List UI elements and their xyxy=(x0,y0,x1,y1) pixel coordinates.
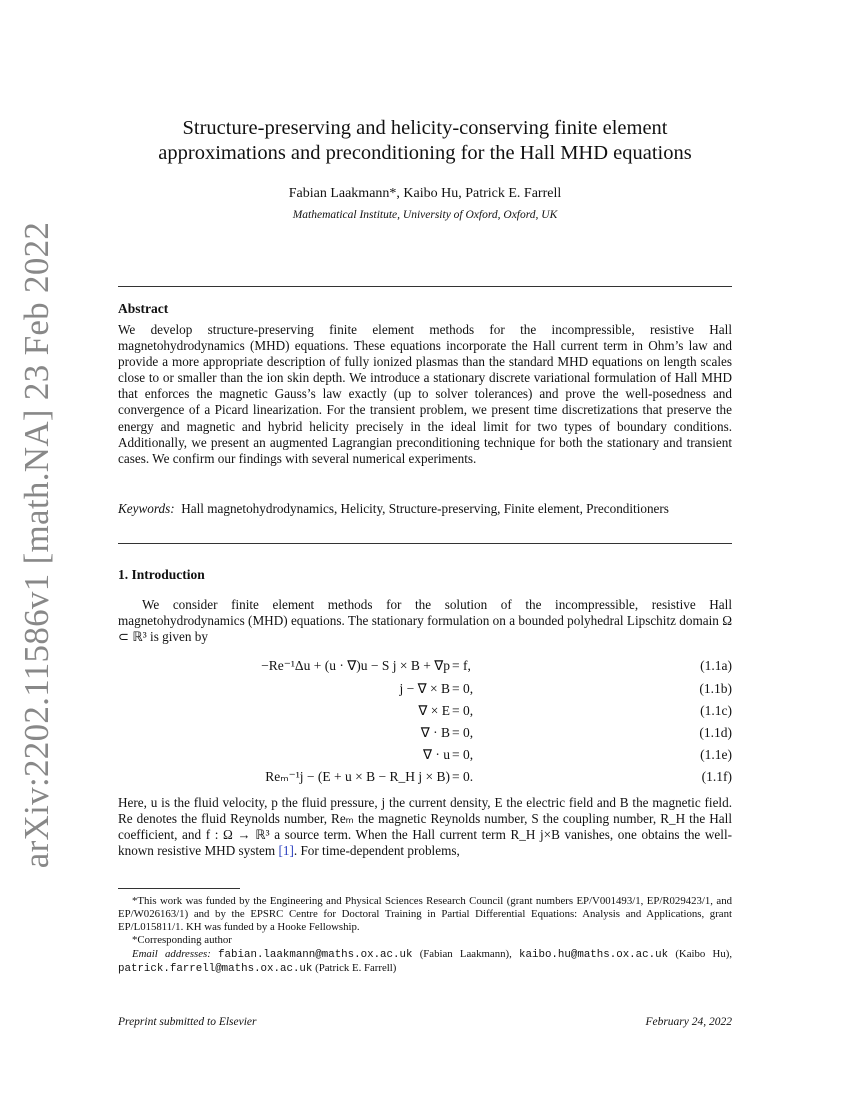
equation-lhs: ∇ × E xyxy=(418,703,450,718)
equation-lhs: ∇ · u xyxy=(422,747,450,762)
para2-text-end: . For time-dependent problems, xyxy=(293,843,460,859)
equation-row xyxy=(118,703,732,725)
footnote-funding: *This work was funded by the Engineering and Physical Sciences Research Council (grant numbers EP/V001493/1, EP/R029423/1, and EP/W026163/1) and by the EPSRC Centre for Doctoral Training in Partial Differential Equations: Analysis and Applications, grant EP/L015811/1. KH was funded by a Hooke Fellowship. xyxy=(118,895,732,933)
equation-rhs: = f, xyxy=(452,658,471,673)
equation-row xyxy=(118,769,732,791)
equation-number: (1.1e) xyxy=(700,747,732,762)
equation-rhs: = 0, xyxy=(452,681,474,696)
footnote-rule xyxy=(118,888,240,889)
keywords-text: Hall magnetohydrodynamics, Helicity, Structure-preserving, Finite element, Preconditioners xyxy=(181,501,669,516)
email-label: Email addresses: xyxy=(132,948,211,960)
footnote-corresponding: *Corresponding author xyxy=(132,934,232,946)
abstract-heading: Abstract xyxy=(118,301,169,316)
equation-lhs: j − ∇ × B xyxy=(399,681,450,696)
footer-preprint-note: Preprint submitted to Elsevier xyxy=(118,1016,257,1028)
equation-lhs: −Re⁻¹Δu + (u · ∇)u − S j × B + ∇p xyxy=(261,658,450,673)
author-list: Fabian Laakmann*, Kaibo Hu, Patrick E. Farrell xyxy=(288,186,562,201)
intro-paragraph-1: We consider finite element methods for the solution of the incompressible, resistive Hall magnetohydrodynamics (MHD) equations. The stationary formulation on a bounded polyhedral Lipschitz domain Ω ⊂ ℝ³ is given by xyxy=(118,597,732,645)
title-line-2: approximations and preconditioning for the Hall MHD equations xyxy=(158,142,692,164)
equation-rhs: = 0, xyxy=(452,703,474,718)
citation-link[interactable]: [1] xyxy=(278,843,294,859)
email-address-3[interactable]: patrick.farrell@maths.ox.ac.uk xyxy=(118,963,313,975)
intro-paragraph-2 xyxy=(118,795,732,859)
keywords xyxy=(118,501,732,517)
equation-number: (1.1b) xyxy=(699,681,732,696)
equation-number: (1.1a) xyxy=(700,658,732,673)
abstract-top-rule xyxy=(118,286,732,287)
affiliation: Mathematical Institute, University of Oxford, Oxford, UK xyxy=(292,209,558,221)
email-owner-2: (Kaibo Hu), xyxy=(675,948,733,960)
email-owner-3: (Patrick E. Farrell) xyxy=(315,962,397,974)
abstract-bottom-rule xyxy=(118,543,732,544)
keywords-label: Keywords: xyxy=(118,501,175,516)
equation-number: (1.1c) xyxy=(700,703,732,718)
equation-number: (1.1d) xyxy=(699,725,732,740)
equation-rhs: = 0. xyxy=(452,769,474,784)
email-owner-1: (Fabian Laakmann), xyxy=(419,948,512,960)
section-heading-introduction: 1. Introduction xyxy=(118,567,205,582)
equation-row xyxy=(118,658,732,680)
title-line-1: Structure-preserving and helicity-conserving finite element xyxy=(182,117,668,139)
footnote-emails xyxy=(118,948,732,976)
para2-text: Here, u is the fluid velocity, p the fluid pressure, j the current density, E the electric field and B the magnetic field. Re denotes the fluid Reynolds number, Reₘ the magnetic Reynolds number, S the coupling number, R_H the Hall coefficient, and f : Ω → ℝ³ a source term. When the Hall current term R_H j×B vanishes, one obtains the well-known resistive MHD system xyxy=(118,795,732,859)
equation-row xyxy=(118,725,732,747)
equation-lhs: ∇ · B xyxy=(420,725,450,740)
equation-rhs: = 0, xyxy=(452,747,474,762)
equation-row xyxy=(118,681,732,703)
equation-number: (1.1f) xyxy=(701,769,732,784)
equation-lhs: Reₘ⁻¹j − (E + u × B − R_H j × B) xyxy=(265,769,450,784)
abstract-body: We develop structure-preserving finite element methods for the incompressible, resistive Hall magnetohydrodynamics (MHD) equations. These equations incorporate the Hall current term in Ohm’s law and provide a more appropriate description of fully ionized plasmas than the standard MHD equations on length scales close to or smaller than the ion skin depth. We introduce a stationary discrete variational formulation of Hall MHD that enforces the magnetic Gauss’s law exactly (up to solver tolerances) and prove the well-posedness and convergence of a Picard linearization. For the transient problem, we present time discretizations that preserve the energy and magnetic and hybrid helicity precisely in the ideal limit for two types of boundary conditions. Additionally, we present an augmented Lagrangian preconditioning technique for both the stationary and transient cases. We confirm our findings with several numerical experiments. xyxy=(118,322,732,466)
arxiv-sidebar-stamp xyxy=(12,221,62,869)
footer-date: February 24, 2022 xyxy=(645,1016,732,1028)
equation-rhs: = 0, xyxy=(452,725,474,740)
email-address-1[interactable]: fabian.laakmann@maths.ox.ac.uk xyxy=(218,949,413,961)
email-address-2[interactable]: kaibo.hu@maths.ox.ac.uk xyxy=(519,949,669,961)
paper-title xyxy=(118,116,732,166)
equation-row xyxy=(118,747,732,769)
arxiv-identifier: arXiv:2202.11586v1 [math.NA] 23 Feb 2022 xyxy=(17,221,56,869)
